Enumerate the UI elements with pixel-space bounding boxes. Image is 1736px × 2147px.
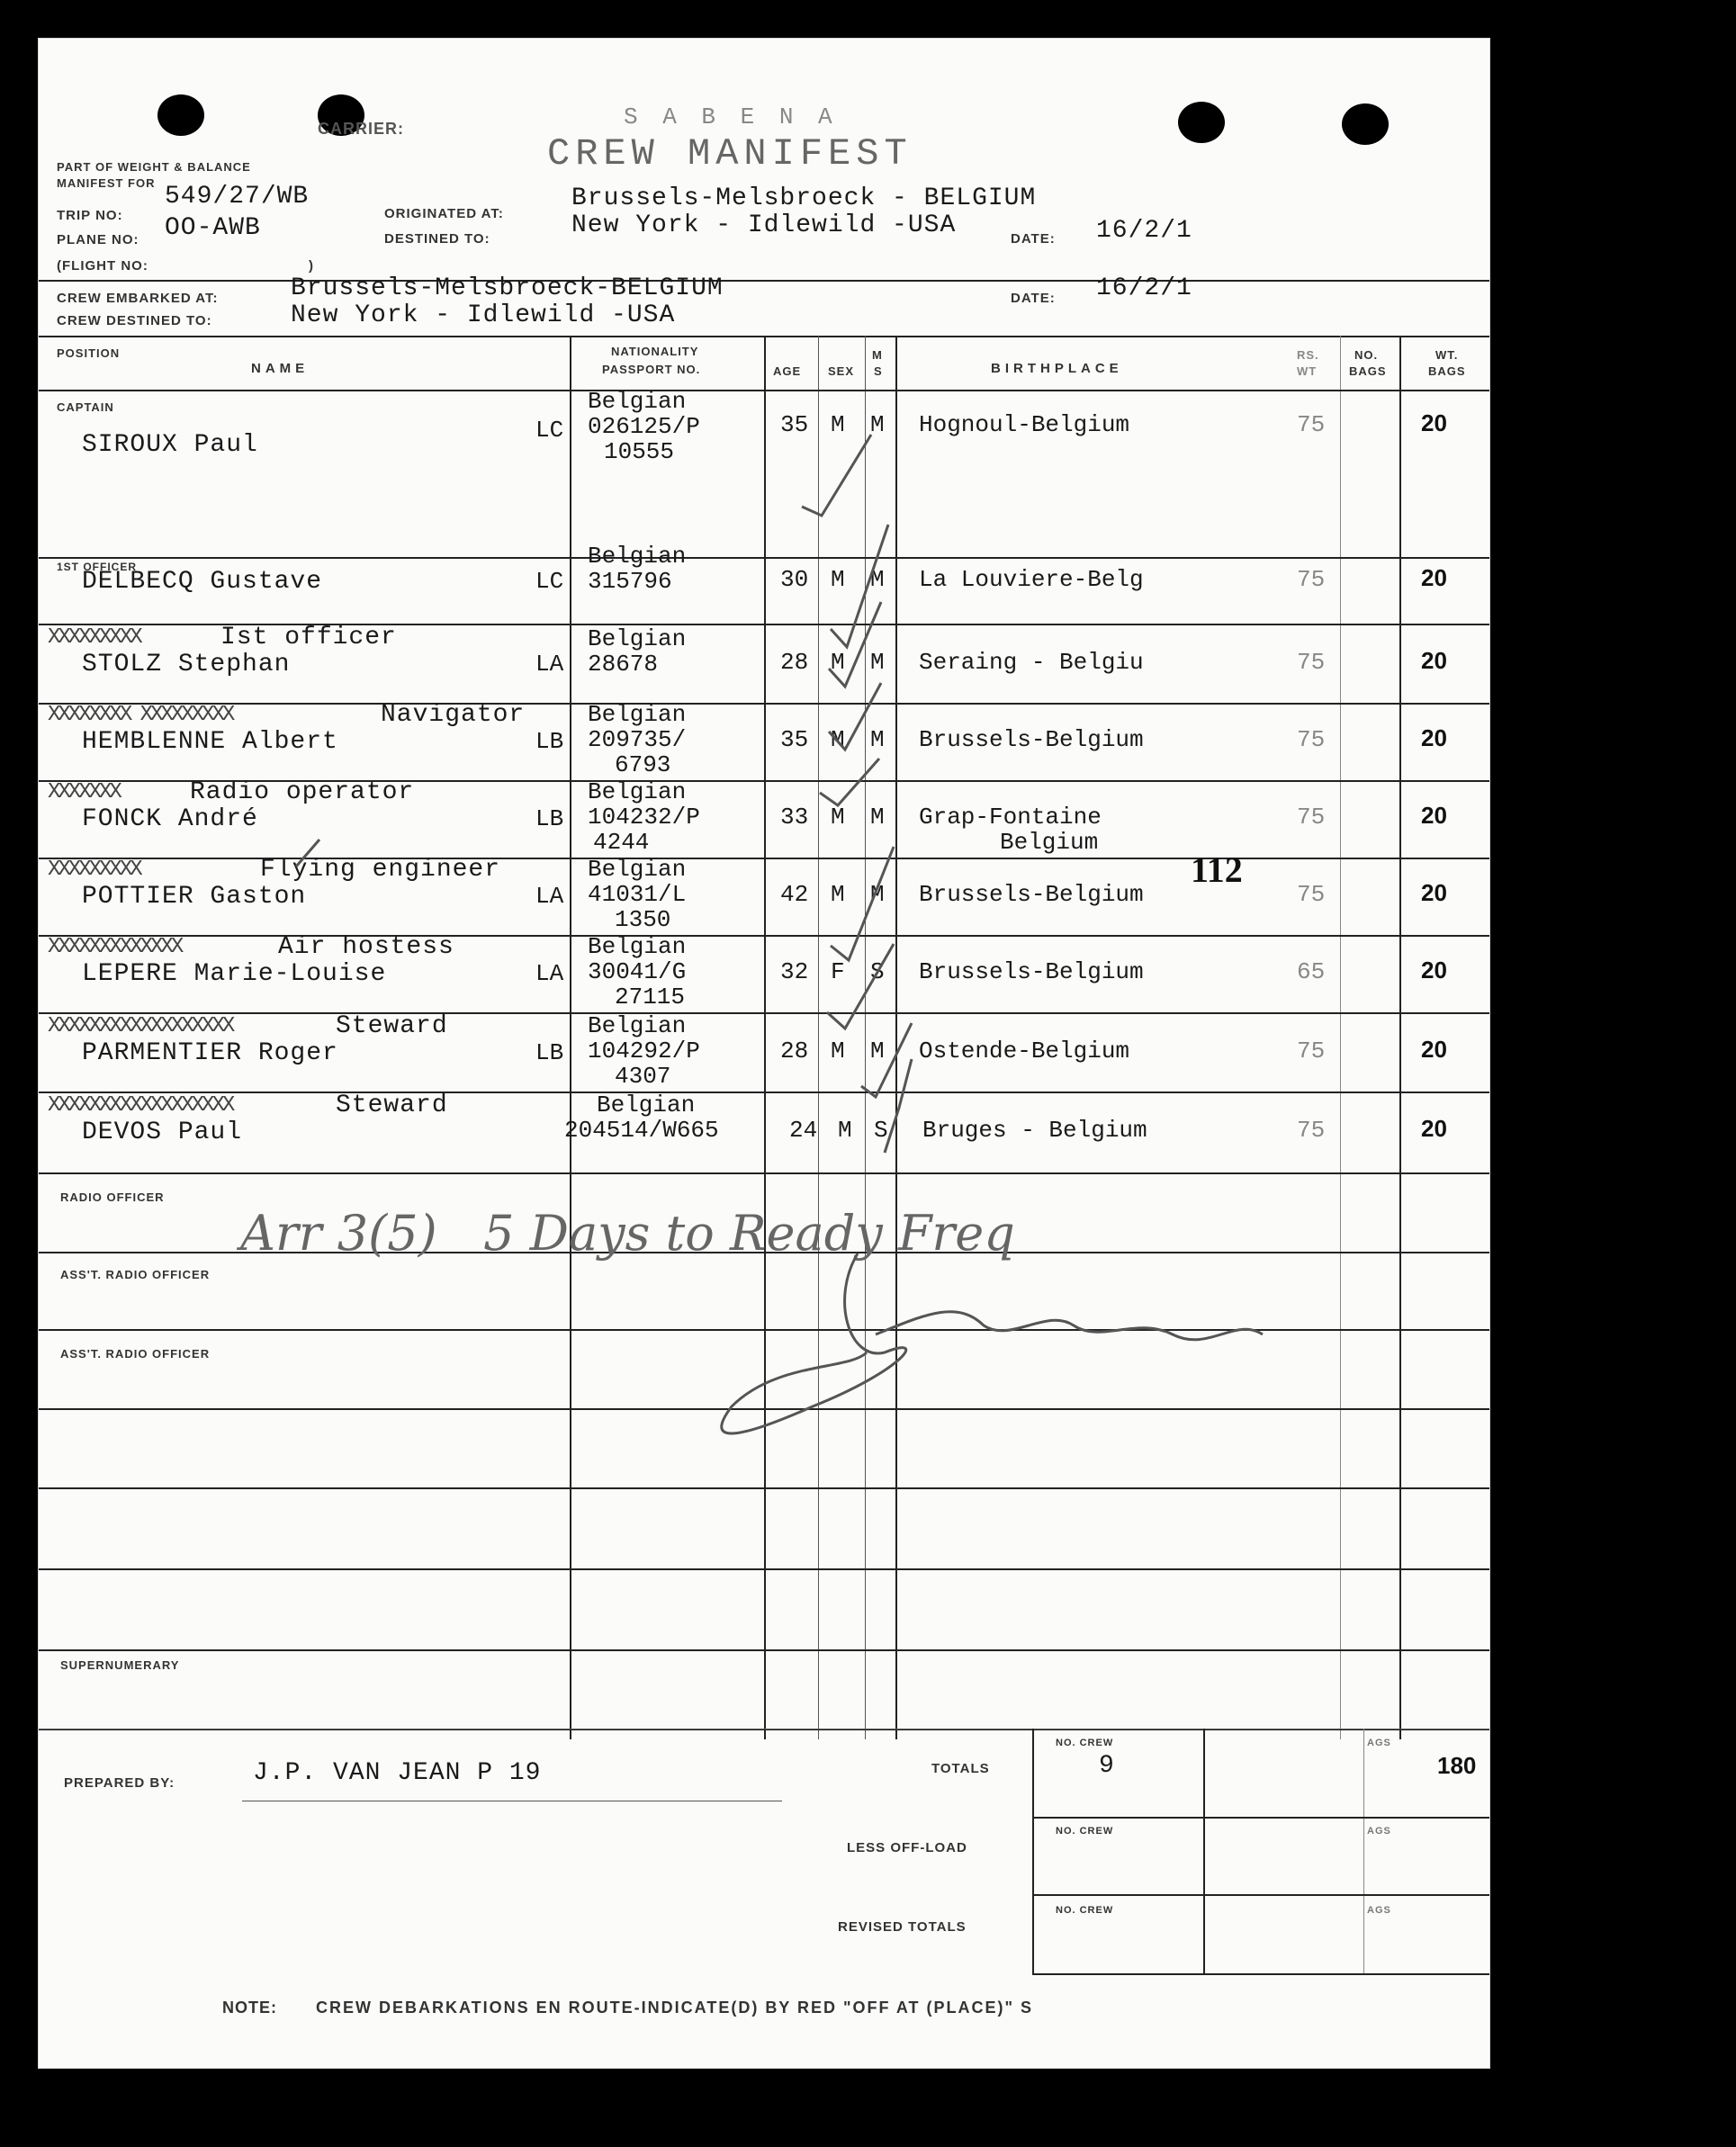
crew-wt-bags: 20 (1421, 409, 1447, 436)
crew-age: 35 (780, 411, 809, 438)
crew-age: 28 (780, 649, 809, 676)
crew-sex: M (838, 1117, 852, 1144)
crew-passport: 315796 (588, 568, 672, 595)
crew-passport: 026125/P (588, 413, 700, 440)
crew-passport: 209735/ (588, 726, 687, 753)
crew-nationality: Belgian (588, 701, 687, 728)
note-label: NOTE: (222, 1999, 277, 2017)
radio-officer-label: RADIO OFFICER (60, 1190, 165, 1204)
crew-birthplace: La Louviere-Belg (919, 566, 1144, 593)
crew-birthplace-2: Belgium (1000, 829, 1099, 856)
col-name: NAME (251, 361, 310, 376)
prepared-by-value: J.P. VAN JEAN P 19 (253, 1759, 542, 1787)
crew-nationality: Belgian (588, 933, 687, 960)
plane-label: PLANE NO: (57, 232, 139, 247)
crew-pers-wt: 75 (1297, 881, 1326, 908)
bags-label: AGS (1367, 1905, 1391, 1916)
no-crew-label: NO. CREW (1056, 1905, 1114, 1916)
crew-pers-wt: 65 (1297, 958, 1326, 985)
checkmark (829, 683, 881, 750)
crew-ms: S (874, 1117, 888, 1144)
crew-pers-wt: 75 (1297, 804, 1326, 831)
crew-name: POTTIER Gaston (82, 883, 307, 911)
crew-pers-wt: 75 (1297, 566, 1326, 593)
crew-birthplace: Seraing - Belgiu (919, 649, 1144, 676)
trip-number: 549/27/WB (165, 183, 310, 211)
flight-close: ) (309, 258, 314, 274)
crew-nationality: Belgian (588, 1012, 687, 1039)
bags-label: AGS (1367, 1826, 1391, 1837)
crew-name: PARMENTIER Roger (82, 1039, 338, 1067)
date-label: DATE: (1011, 231, 1056, 247)
crew-ms: M (870, 566, 885, 593)
crew-sex: F (831, 958, 845, 985)
crew-name: DEVOS Paul (82, 1118, 243, 1146)
part-of-label: PART OF WEIGHT & BALANCE (57, 160, 251, 174)
crew-pers-wt: 75 (1297, 411, 1326, 438)
crew-age: 33 (780, 804, 809, 831)
crew-role: Steward (336, 1091, 448, 1119)
trip-label: TRIP NO: (57, 208, 123, 223)
manifest-for-label: MANIFEST FOR (57, 176, 156, 190)
crew-age: 42 (780, 881, 809, 908)
crew-code: LC (535, 417, 564, 444)
checkmark (820, 759, 879, 805)
crew-nationality: Belgian (588, 625, 687, 652)
crew-name: FONCK André (82, 805, 258, 833)
form-title: CREW MANIFEST (547, 132, 913, 175)
struck-position: XXXXXXXX XXXXXXXXX (48, 703, 233, 727)
crew-wt-bags: 20 (1421, 647, 1447, 674)
crew-wt-bags: 20 (1421, 957, 1447, 984)
crew-code: LA (535, 960, 564, 987)
crew-birthplace: Brussels-Belgium (919, 881, 1144, 908)
crew-code: LB (535, 805, 564, 832)
originated-value: Brussels-Melsbroeck - BELGIUM (571, 184, 1037, 212)
struck-position: XXXXXXXXX (48, 858, 140, 882)
crew-passport: 204514/W665 (564, 1117, 719, 1144)
crew-ms: M (870, 804, 885, 831)
crew-pers-wt: 75 (1297, 726, 1326, 753)
crew-role: Navigator (381, 701, 526, 729)
crew-name: HEMBLENNE Albert (82, 728, 338, 756)
crew-passport-2: 1350 (615, 906, 671, 933)
crew-code: LA (535, 651, 564, 678)
crew-destined-label: CREW DESTINED TO: (57, 313, 212, 328)
crew-nationality: Belgian (597, 1091, 696, 1118)
revised-totals-label: REVISED TOTALS (838, 1919, 967, 1935)
struck-position: XXXXXXXXXXXXXXXXXX (48, 1014, 233, 1038)
supernumerary-label: SUPERNUMERARY (60, 1658, 180, 1672)
crew-name: LEPERE Marie-Louise (82, 960, 387, 988)
pen-mark (296, 840, 319, 867)
col-no-bags-top: NO. (1354, 348, 1379, 362)
carrier-label: CARRIER: (318, 120, 404, 138)
box-border (1032, 1817, 1489, 1819)
crew-ms: M (870, 726, 885, 753)
crew-embarked-value: Brussels-Melsbroeck-BELGIUM (291, 274, 724, 302)
crew-sex: M (831, 726, 845, 753)
signature (722, 1253, 906, 1433)
col-position: POSITION (57, 346, 121, 360)
crew-code: LB (535, 1039, 564, 1066)
note-text: CREW DEBARKATIONS EN ROUTE-INDICATE(D) BY RED "OFF AT (PLACE)" S (316, 1999, 1034, 2017)
col-passport: PASSPORT NO. (602, 363, 701, 376)
crew-code: LB (535, 728, 564, 755)
crew-pers-wt: 75 (1297, 649, 1326, 676)
crew-passport-2: 4244 (593, 829, 650, 856)
destined-value: New York - Idlewild -USA (571, 211, 957, 239)
crew-name: DELBECQ Gustave (82, 568, 323, 596)
signature (876, 1312, 1263, 1340)
crew-wt-bags: 20 (1421, 724, 1447, 751)
crew-age: 30 (780, 566, 809, 593)
crew-birthplace: Brussels-Belgium (919, 726, 1144, 753)
col-ms-bottom: S (874, 364, 883, 378)
crew-birthplace: Bruges - Belgium (922, 1117, 1147, 1144)
crew-passport: 30041/G (588, 958, 687, 985)
crew-age: 28 (780, 1038, 809, 1065)
asst-radio-officer-label: ASS'T. RADIO OFFICER (60, 1268, 211, 1281)
col-age: AGE (773, 364, 802, 378)
box-border (1032, 1729, 1034, 1975)
struck-position: XXXXXXX (48, 780, 120, 804)
crew-sex: M (831, 649, 845, 676)
crew-role: Radio operator (190, 778, 415, 806)
position-label: 1ST OFFICER (57, 561, 138, 573)
carrier-value: S A B E N A (624, 103, 838, 130)
date2-label: DATE: (1011, 291, 1056, 306)
plane-number: OO-AWB (165, 214, 261, 242)
crew-sex: M (831, 804, 845, 831)
col-birthplace: BIRTHPLACE (991, 361, 1123, 376)
box-border (1363, 1729, 1364, 1975)
crew-birthplace: Grap-Fontaine (919, 804, 1102, 831)
originated-label: ORIGINATED AT: (384, 206, 504, 221)
crew-pers-wt: 75 (1297, 1038, 1326, 1065)
crew-ms: M (870, 411, 885, 438)
box-border (1203, 1729, 1205, 1975)
crew-wt-bags: 20 (1421, 1036, 1447, 1063)
crew-ms: M (870, 881, 885, 908)
box-border (1032, 1973, 1489, 1975)
crew-passport-2: 6793 (615, 751, 671, 778)
box-border (1032, 1894, 1489, 1896)
col-sex: SEX (828, 364, 855, 378)
crew-wt-bags: 20 (1421, 802, 1447, 829)
crew-name: SIROUX Paul (82, 431, 258, 459)
totals-label: TOTALS (931, 1761, 990, 1776)
crew-birthplace: Brussels-Belgium (919, 958, 1144, 985)
crew-pers-wt: 75 (1297, 1117, 1326, 1144)
crew-birthplace: Hognoul-Belgium (919, 411, 1130, 438)
wt-bags-total: 180 (1437, 1752, 1477, 1779)
crew-role: Flying engineer (260, 856, 501, 884)
crew-name: STOLZ Stephan (82, 651, 291, 678)
crew-passport: 41031/L (588, 881, 687, 908)
manifest-form (38, 38, 1490, 2069)
col-wt-bags-top: WT. (1435, 348, 1459, 362)
checkmark (802, 435, 871, 516)
col-pers-wt-bottom: WT (1297, 364, 1318, 378)
checkmark (827, 944, 894, 1029)
struck-position: XXXXXXXXXXXXXXXXXX (48, 1093, 233, 1118)
crew-sex: M (831, 411, 845, 438)
checkmark (829, 602, 881, 687)
crew-age: 24 (789, 1117, 818, 1144)
col-no-bags-bottom: BAGS (1349, 364, 1387, 378)
no-crew-label: NO. CREW (1056, 1738, 1114, 1748)
crew-wt-bags: 20 (1421, 879, 1447, 906)
crew-nationality: Belgian (588, 856, 687, 883)
crew-wt-bags: 20 (1421, 564, 1447, 591)
crew-passport: 104292/P (588, 1038, 700, 1065)
crew-passport: 28678 (588, 651, 659, 678)
handwritten-note: Arr 3(5) 5 Days to Ready Freq (240, 1205, 1015, 1262)
prepared-by-label: PREPARED BY: (64, 1775, 175, 1791)
crew-ms: M (870, 649, 885, 676)
checkmark (831, 847, 894, 960)
crew-sex: M (831, 1038, 845, 1065)
crew-nationality: Belgian (588, 543, 687, 570)
crew-passport: 104232/P (588, 804, 700, 831)
checkmark (831, 525, 888, 647)
crew-sex: M (831, 566, 845, 593)
destined-label: DESTINED TO: (384, 231, 490, 247)
crew-passport-2: 4307 (615, 1063, 671, 1090)
date-value: 16/2/1 (1096, 217, 1192, 245)
struck-position: XXXXXXXXXXXXX (48, 935, 182, 959)
struck-position: XXXXXXXXX (48, 625, 140, 650)
crew-role: Steward (336, 1012, 448, 1040)
crew-code: LA (535, 883, 564, 910)
annotation-number: 112 (1191, 849, 1243, 890)
crew-role: Air hostess (278, 933, 454, 961)
crew-wt-bags: 20 (1421, 1115, 1447, 1142)
crew-code: LC (535, 568, 564, 595)
crew-age: 32 (780, 958, 809, 985)
no-crew-label: NO. CREW (1056, 1826, 1114, 1837)
col-pers-wt-top: RS. (1297, 348, 1319, 362)
col-ms-top: M (872, 348, 883, 362)
no-crew-value: 9 (1099, 1752, 1115, 1780)
less-offload-label: LESS OFF-LOAD (847, 1840, 967, 1855)
position-label: CAPTAIN (57, 400, 114, 414)
crew-sex: M (831, 881, 845, 908)
crew-age: 35 (780, 726, 809, 753)
crew-nationality: Belgian (588, 388, 687, 415)
crew-destined-value: New York - Idlewild -USA (291, 301, 676, 329)
date2-value: 16/2/1 (1096, 274, 1192, 302)
crew-ms: M (870, 1038, 885, 1065)
crew-embarked-label: CREW EMBARKED AT: (57, 291, 219, 306)
col-nationality: NATIONALITY (611, 345, 699, 358)
crew-birthplace: Ostende-Belgium (919, 1038, 1130, 1065)
bags-label: AGS (1367, 1738, 1391, 1748)
crew-passport-2: 10555 (604, 438, 675, 465)
crew-role: Ist officer (220, 624, 397, 651)
col-wt-bags-bottom: BAGS (1428, 364, 1466, 378)
crew-ms: S (870, 958, 885, 985)
crew-nationality: Belgian (588, 778, 687, 805)
flight-label: (FLIGHT NO: (57, 258, 148, 274)
crew-passport-2: 27115 (615, 984, 686, 1011)
asst-radio-officer-label: ASS'T. RADIO OFFICER (60, 1347, 211, 1361)
